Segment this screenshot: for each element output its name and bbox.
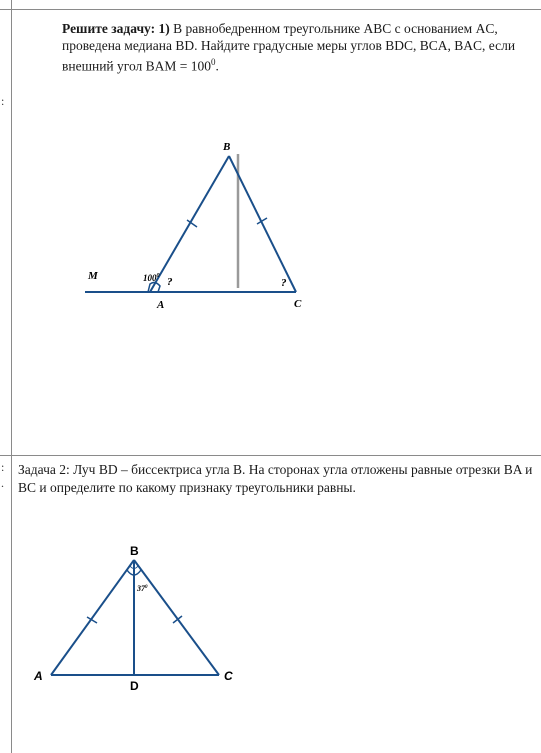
task1-text-end: . [215,58,219,74]
angle-value-2: $37^0$ [137,584,148,593]
table-border-top [0,9,541,10]
label-c: C [294,298,302,310]
margin-mark-3: . [1,476,4,490]
task1-text: В равнобедренном треугольнике ABC с основанием AC, проведена медиана BD. Найдите градусные меры углов BDC, BCA, BAC, если внешний угол BAM = 100 [62,21,516,74]
label-a: A [157,299,165,311]
task1-heading: Решите задачу: 1) [62,21,170,36]
label-d-2: D [130,679,139,693]
task1-degree-sup: 0 [211,57,216,67]
side-ab [150,156,229,292]
question-right: ? [281,277,287,289]
label-m: M [88,270,98,282]
margin-mark-2: : [1,460,5,474]
label-c-2: C [224,669,233,683]
angle-value: $100^0$ [143,273,160,283]
figure2-triangle-abc [0,540,541,700]
figure1-triangle-abc [0,130,541,450]
task1-statement [62,20,527,75]
label-a-2: A [34,669,43,683]
question-left: ? [167,276,173,288]
table-row-divider [0,455,541,456]
side-ab-2 [51,560,134,675]
margin-mark-1: : [1,94,5,108]
label-b-2: B [130,544,139,558]
label-b: B [223,141,231,153]
task2-statement: Задача 2: Луч BD – биссектриса угла B. На сторонах угла отложены равные отрезки BA и BC и определите по какому признаку треугольники равны. [18,462,533,495]
side-bc-2 [134,560,219,675]
